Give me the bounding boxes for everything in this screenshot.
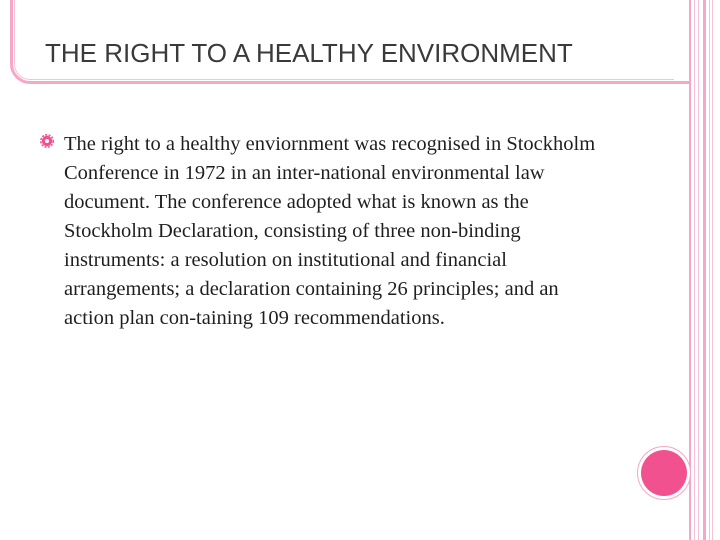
decorative-stripe xyxy=(703,0,706,540)
decorative-stripe xyxy=(698,0,699,540)
slide-title: THE RIGHT TO A HEALTHY ENVIRONMENT xyxy=(45,38,573,68)
slide-body xyxy=(40,130,640,333)
decorative-stripe xyxy=(712,0,713,540)
bullet-text: The right to a healthy enviornment was recognised in Stockholm Conference in 1972 in an inter-national environmental law document. The conference adopted what is known as the Stockholm Declaration, consisting of three non-binding instruments: a resolution on institutional and financial arrangements; a declaration containing 26 principles; and an action plan con-taining 109 recommendations. xyxy=(64,133,596,329)
decorative-stripe xyxy=(689,0,691,540)
bullet-item xyxy=(40,130,640,333)
gear-bullet-icon xyxy=(40,134,64,153)
decorative-circle xyxy=(641,450,687,496)
decorative-stripe xyxy=(709,0,710,540)
decorative-stripe xyxy=(694,0,695,540)
